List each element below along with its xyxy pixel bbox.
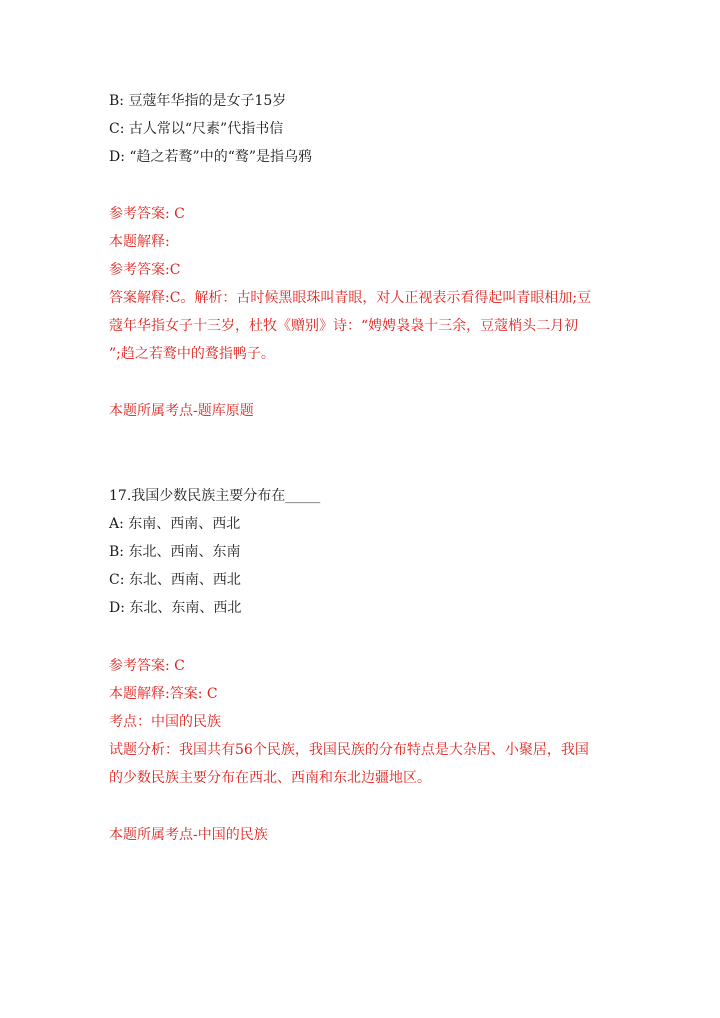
q17-option-c: C: 东北、西南、西北 [109,572,241,588]
q16-explanation-label: 本题解释: [109,234,170,250]
q16-option-b: B: 豆蔻年华指的是女子15岁 [109,93,287,109]
q16-topic: 本题所属考点-题库原题 [109,403,254,419]
q17-explanation: 本题解释:答案: C [109,686,218,702]
q17-topic: 本题所属考点-中国的民族 [109,827,268,843]
q16-option-c: C: 古人常以“尺素”代指书信 [109,121,284,137]
q16-option-d: D: “趋之若鹜”中的“鹜”是指乌鸦 [109,149,313,165]
q17-option-b: B: 东北、西南、东南 [109,544,241,560]
q16-answer: 参考答案: C [109,206,185,222]
q17-option-a: A: 东南、西南、西北 [109,516,241,532]
q16-analysis-line-1: 答案解释:C。解析：古时候黑眼珠叫青眼，对人正视表示看得起叫青眼相加;豆 [109,290,592,306]
q17-question: 17.我国少数民族主要分布在_____ [109,488,321,504]
q16-analysis-line-3: ”;趋之若鹜中的鹜指鸭子。 [109,346,275,362]
q17-answer: 参考答案: C [109,658,185,674]
q17-knowledge-point: 考点：中国的民族 [109,714,221,730]
q16-analysis-line-2: 蔻年华指女子十三岁，杜牧《赠别》诗：“娉娉袅袅十三余，豆蔻梢头二月初 [109,318,579,334]
q16-answer-repeat: 参考答案:C [109,262,181,278]
q17-analysis-line-2: 的少数民族主要分布在西北、西南和东北边疆地区。 [109,770,431,786]
q17-analysis-line-1: 试题分析：我国共有56个民族，我国民族的分布特点是大杂居、小聚居，我国 [109,742,589,758]
q17-option-d: D: 东北、东南、西北 [109,600,242,616]
